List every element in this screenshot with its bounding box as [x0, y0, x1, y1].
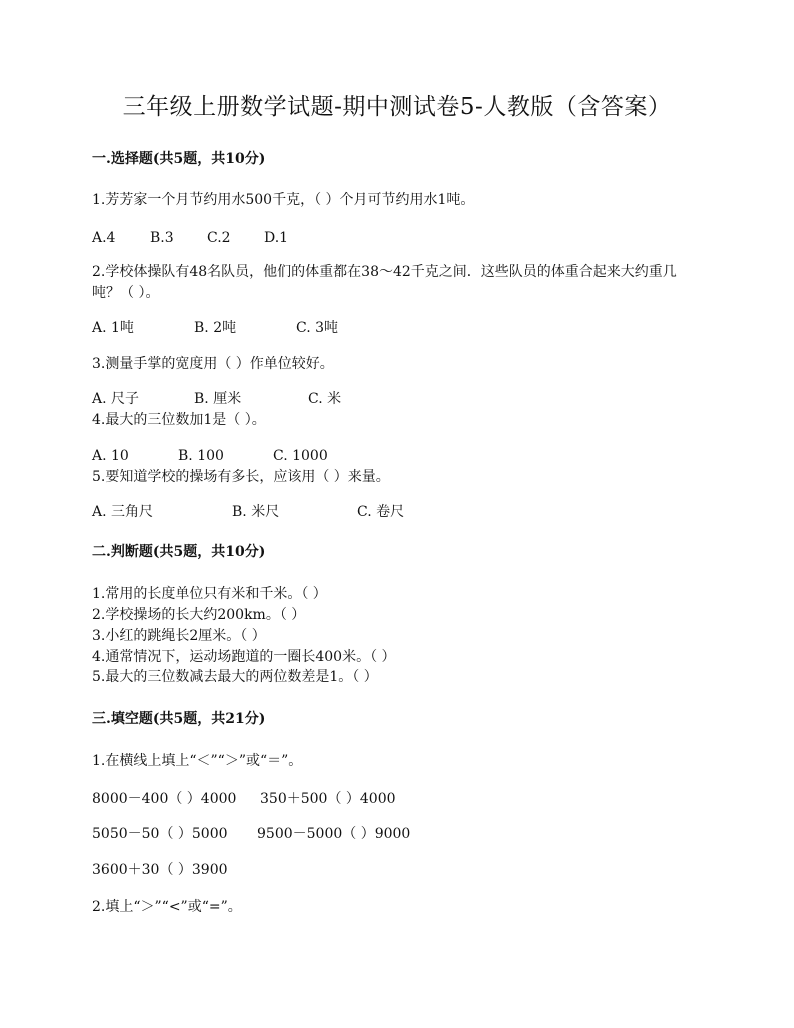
judgment-item: 1.常用的长度单位只有米和千米。（ ） — [92, 586, 327, 602]
option: B.3 — [150, 230, 174, 246]
comparison-expression: 3600＋30（ ）3900 — [92, 862, 228, 878]
question-text: 1.芳芳家一个月节约用水500千克，（ ）个月可节约用水1吨。 — [92, 192, 475, 208]
option: A. 三角尺 — [92, 504, 154, 520]
comparison-row — [92, 789, 712, 809]
option: C. 卷尺 — [357, 504, 405, 520]
option: A. 1吨 — [92, 320, 134, 336]
comparison-expression: 350＋500（ ）4000 — [260, 791, 396, 807]
comparison-expression: 5050－50（ ）5000 — [92, 826, 228, 842]
option: C. 米 — [308, 391, 342, 407]
option: B. 厘米 — [194, 391, 242, 407]
option: D.1 — [264, 230, 289, 246]
question-options — [92, 502, 712, 522]
option: A.4 — [92, 230, 116, 246]
section-heading-choice: 一.选择题(共5题，共10分) — [92, 151, 266, 167]
option: B. 米尺 — [232, 504, 280, 520]
option: A. 尺子 — [92, 391, 140, 407]
question-text: 2.填上“＞”“<”或“=”。 — [92, 899, 242, 915]
question-options — [92, 446, 712, 466]
section-heading-judgment: 二.判断题(共5题，共10分) — [92, 544, 266, 560]
question-text: 4.最大的三位数加1是（ ）。 — [92, 412, 266, 428]
question-options — [92, 228, 712, 248]
comparison-row — [92, 824, 712, 844]
judgment-item: 2.学校操场的长大约200km。（ ） — [92, 607, 306, 623]
option: C. 3吨 — [296, 320, 339, 336]
question-text: 2.学校体操队有48名队员，他们的体重都在38～42千克之间．这些队员的体重合起来大约重几吨？（ ）。 — [92, 264, 677, 301]
option: B. 2吨 — [194, 320, 237, 336]
judgment-item: 3.小红的跳绳长2厘米。（ ） — [92, 628, 266, 644]
option: B. 100 — [178, 448, 224, 464]
option: A. 10 — [92, 448, 129, 464]
question-text: 5.要知道学校的操场有多长，应该用（ ）来量。 — [92, 469, 390, 485]
option: C.2 — [207, 230, 231, 246]
question-options — [92, 389, 712, 409]
comparison-expression: 8000－400（ ）4000 — [92, 791, 237, 807]
question-text: 1.在横线上填上“＜”“＞”或“＝”。 — [92, 753, 303, 769]
question-options — [92, 318, 712, 338]
page-title: 三年级上册数学试题-期中测试卷5-人教版（含答案） — [122, 94, 672, 120]
section-heading-fill: 三.填空题(共5题，共21分) — [92, 711, 266, 727]
option: C. 1000 — [273, 448, 328, 464]
judgment-item: 5.最大的三位数减去最大的两位数差是1。（ ） — [92, 669, 378, 685]
comparison-row — [92, 860, 712, 880]
question-text: 3.测量手掌的宽度用（ ）作单位较好。 — [92, 356, 334, 372]
judgment-item: 4.通常情况下，运动场跑道的一圈长400米。（ ） — [92, 649, 396, 665]
comparison-expression: 9500－5000（ ）9000 — [257, 826, 411, 842]
